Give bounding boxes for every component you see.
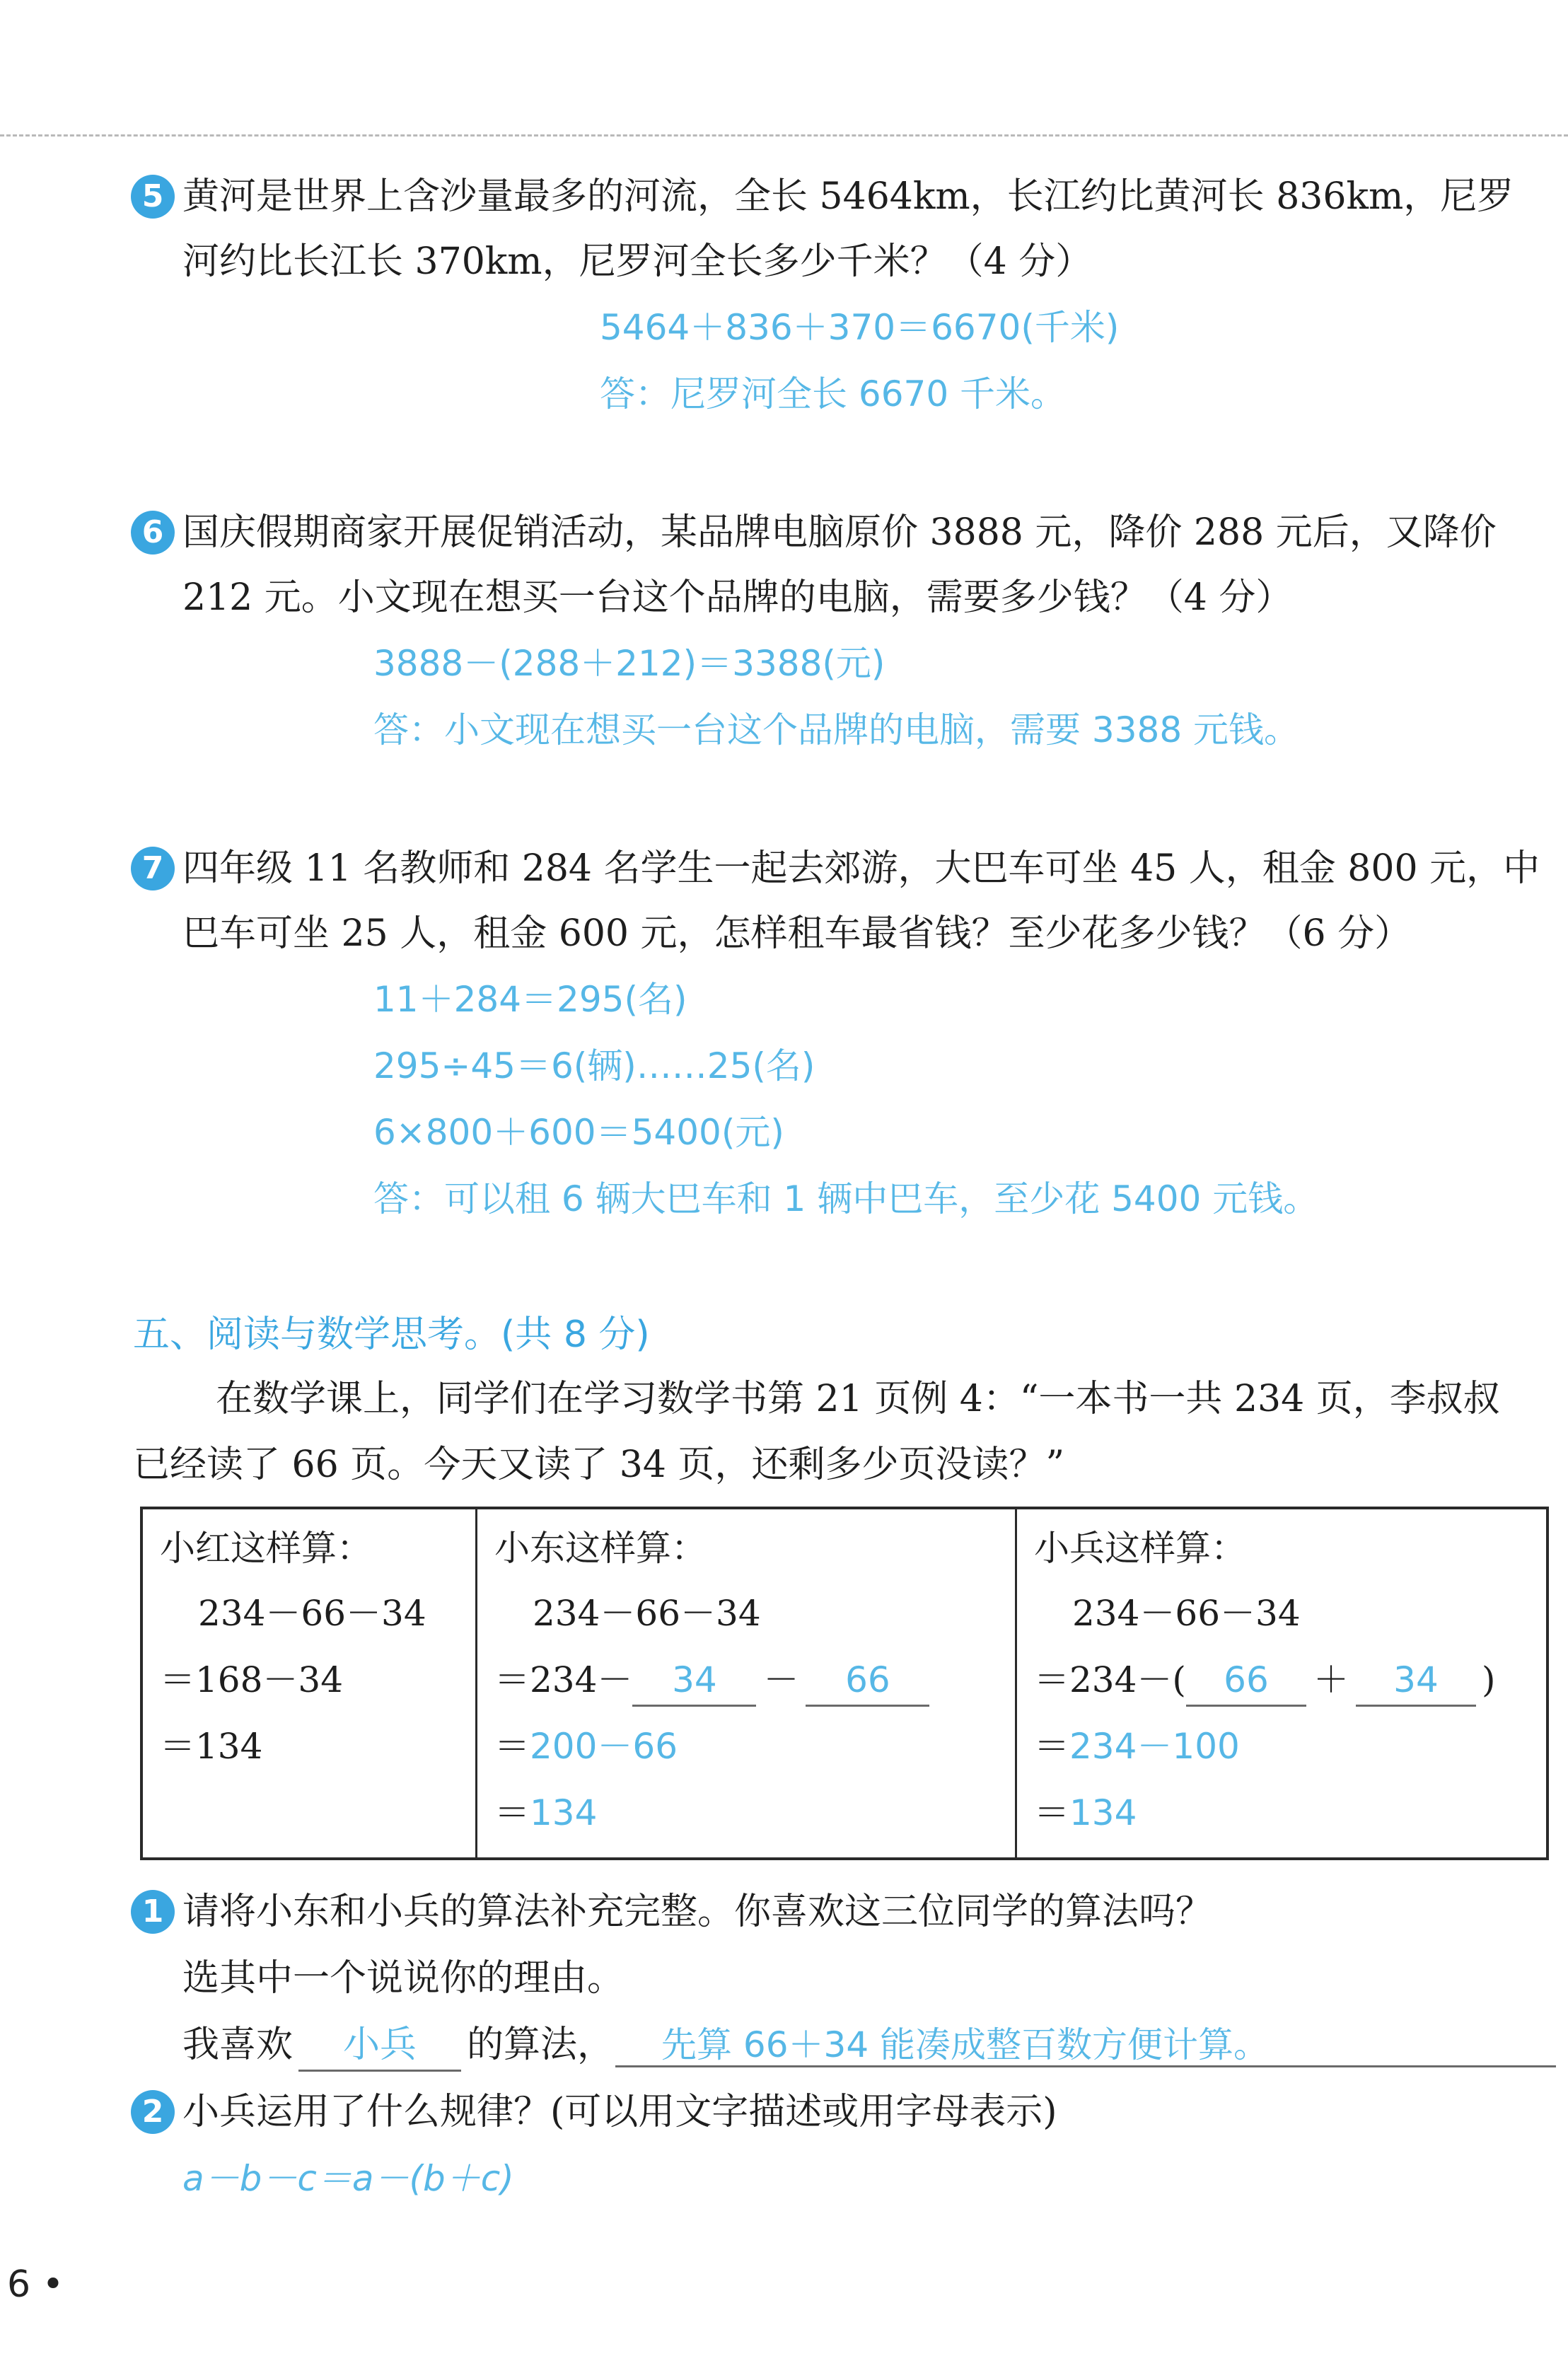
- xiaodong-line3-answer: 200－66: [530, 1726, 678, 1767]
- xiaobing-blank-1[interactable]: 66: [1186, 1655, 1306, 1707]
- xiaobing-line3: [1034, 1722, 1240, 1771]
- subquestion-2-text: 小兵运用了什么规律？(可以用文字描述或用字母表示): [182, 2091, 1057, 2133]
- xiaobing-line4: [1034, 1788, 1137, 1838]
- xiaobing-close-paren: ): [1481, 1659, 1496, 1700]
- question-7-text-line1: 四年级 11 名教师和 284 名学生一起去郊游，大巴车可坐 45 人，租金 800 元，中: [182, 847, 1540, 890]
- section-5-intro-line1: 在数学课上，同学们在学习数学书第 21 页例 4：“一本书一共 234 页，李叔叔: [216, 1378, 1500, 1420]
- xiaobing-line3-prefix: ＝: [1034, 1726, 1069, 1767]
- question-5-number-badge: 5: [131, 175, 175, 219]
- xiaobing-line1: 234－66－34: [1072, 1593, 1301, 1634]
- calculation-methods-table: [140, 1507, 1549, 1860]
- subquestion-2-answer: a－b－c＝a－(b＋c): [182, 2158, 514, 2199]
- question-6-answer-statement: 答：小文现在想买一台这个品牌的电脑，需要 3388 元钱。: [373, 709, 1300, 750]
- xiaobing-line4-answer: 134: [1069, 1792, 1137, 1833]
- like-answer-blank[interactable]: 小兵: [298, 2020, 461, 2072]
- question-6-answer-equation: 3888－(288＋212)＝3388(元): [373, 643, 885, 684]
- like-middle-text: 的算法，: [467, 2024, 615, 2066]
- xiaobing-plus-sign: ＋: [1313, 1659, 1349, 1700]
- reason-answer-text[interactable]: 先算 66＋34 能凑成整百数方便计算。: [661, 2024, 1270, 2065]
- question-7-text-line2: 巴车可坐 25 人，租金 600 元，怎样租车最省钱？至少花多少钱？（6 分）: [182, 912, 1412, 955]
- question-7-answer-step3: 6×800＋600＝5400(元): [373, 1112, 784, 1153]
- xiaohong-method-cell: [141, 1508, 477, 1859]
- question-7-answer-step2: 295÷45＝6(辆)……25(名): [373, 1045, 815, 1086]
- xiaodong-line3-prefix: ＝: [494, 1726, 530, 1767]
- xiaodong-line3: [494, 1722, 678, 1771]
- question-5-text-line2: 河约比长江长 370km，尼罗河全长多少千米？（4 分）: [182, 240, 1093, 283]
- xiaobing-method-cell: [1016, 1508, 1548, 1859]
- xiaodong-line4-answer: 134: [530, 1792, 598, 1833]
- subquestion-1-text-line2: 选其中一个说说你的理由。: [182, 1957, 625, 2000]
- question-5-text-line1: 黄河是世界上含沙量最多的河流，全长 5464km，长江约比黄河长 836km，尼罗: [182, 175, 1514, 218]
- section-5-title: 五、阅读与数学思考。(共 8 分): [133, 1313, 650, 1356]
- xiaohong-header: 小红这样算：: [160, 1528, 372, 1569]
- xiaodong-line2-prefix: ＝234－: [494, 1659, 633, 1700]
- question-7-answer-step1: 11＋284＝295(名): [373, 979, 687, 1020]
- question-7-answer-statement: 答：可以租 6 辆大巴车和 1 辆中巴车，至少花 5400 元钱。: [373, 1178, 1319, 1219]
- xiaohong-line3: ＝134: [160, 1726, 263, 1767]
- xiaodong-line4-prefix: ＝: [494, 1792, 530, 1833]
- xiaodong-line1: 234－66－34: [533, 1593, 761, 1634]
- xiaodong-method-cell: [477, 1508, 1016, 1859]
- xiaohong-line2: ＝168－34: [160, 1659, 344, 1700]
- xiaobing-line3-answer: 234－100: [1069, 1726, 1240, 1767]
- question-5-answer-statement: 答：尼罗河全长 6670 千米。: [600, 373, 1067, 414]
- question-6-number-badge: 6: [131, 511, 175, 555]
- subquestion-1-number-badge: 1: [131, 1890, 175, 1934]
- xiaobing-blank-2[interactable]: 34: [1356, 1655, 1476, 1707]
- xiaodong-minus-sign: －: [763, 1659, 799, 1700]
- question-5-answer-equation: 5464＋836＋370＝6670(千米): [600, 307, 1120, 348]
- subquestion-2-number-badge: 2: [131, 2090, 175, 2134]
- xiaodong-blank-1[interactable]: 34: [632, 1655, 756, 1707]
- section-5-intro-line2: 已经读了 66 页。今天又读了 34 页，还剩多少页没读？”: [133, 1444, 1065, 1486]
- top-dashed-divider: [0, 134, 1568, 137]
- xiaobing-line2: [1034, 1655, 1495, 1707]
- subquestion-1-text-line1: 请将小东和小兵的算法补充完整。你喜欢这三位同学的算法吗？: [182, 1891, 1213, 1933]
- xiaodong-line2: [494, 1655, 929, 1707]
- subquestion-1-answer-line: [182, 2020, 614, 2072]
- question-6-text-line1: 国庆假期商家开展促销活动，某品牌电脑原价 3888 元，降价 288 元后，又降价: [182, 511, 1497, 554]
- question-7-number-badge: 7: [131, 847, 175, 890]
- xiaodong-header: 小东这样算：: [494, 1528, 707, 1569]
- question-6-text-line2: 212 元。小文现在想买一台这个品牌的电脑，需要多少钱？（4 分）: [182, 576, 1293, 619]
- page-number: 6 •: [7, 2263, 64, 2306]
- xiaodong-line4: [494, 1788, 597, 1838]
- xiaobing-line2-prefix: ＝234－(: [1034, 1659, 1186, 1700]
- xiaobing-header: 小兵这样算：: [1034, 1528, 1246, 1569]
- xiaodong-blank-2[interactable]: 66: [806, 1655, 929, 1707]
- like-prefix: 我喜欢: [182, 2024, 294, 2066]
- xiaobing-line4-prefix: ＝: [1034, 1792, 1069, 1833]
- xiaohong-line1: 234－66－34: [198, 1593, 426, 1634]
